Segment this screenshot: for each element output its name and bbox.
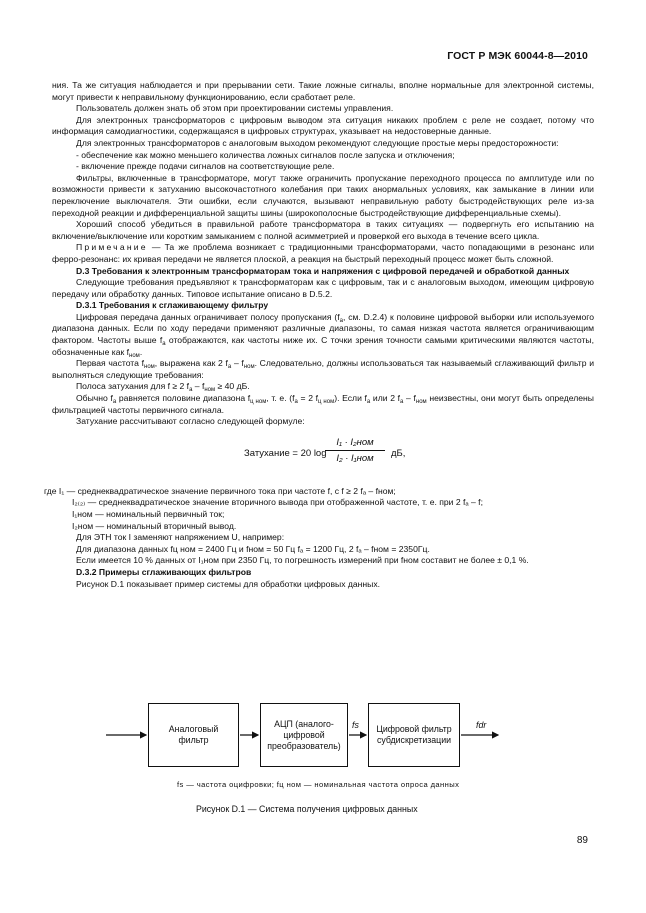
- section-title-d3: D.3 Требования к электронным трансформаторам тока и напряжения с цифровой передачей и обработкой данных: [76, 265, 570, 276]
- analog-filter-box: [148, 703, 239, 767]
- paragraph: Пользователь должен знать об этом при проектировании системы управления.: [76, 103, 394, 114]
- formula-denominator: I₂ · I₁ном: [336, 453, 374, 465]
- list-item: - включение прежде подачи сигналов на соответствующие реле.: [76, 161, 335, 172]
- adc-box: [260, 703, 348, 767]
- paragraph: Полоса затухания для f ≥ 2 $f_a - f_{ном} \ge 40$ дБ.: [76, 381, 250, 394]
- paragraph: Затухание рассчитывают согласно следующей формуле:: [76, 416, 305, 427]
- paragraph: Первая частота $f_{ном}$, выражена как 2 $f_a - f_{ном}$. Следовательно, должны использоваться так называемый сглаживающий фильтр и выполняться следующие требования:: [52, 358, 595, 380]
- paragraph: Обычно $f_a$ равняется половине диапазона $f_{ц ном}$, т. е. ($f_a = 2$ $f_{ц ном}$). Если $f_a$ или 2 $f_a - f_{ном}$ неизвестны, они могут быть определены фильтрацией частоты первичного сигнала.: [52, 393, 594, 415]
- formula-lhs: Затухание = 20 log: [244, 447, 327, 459]
- paragraph: Следующие требования предъявляют к трансформаторам как с цифровым, так и с аналоговым выходом, имеющим цифровую передачу или обработку данных. Типовое испытание описано в D.5.2.: [52, 277, 594, 299]
- note-label: Примечание: [76, 242, 148, 253]
- adc-label: АЦП (аналого-цифровой преобразователь): [267, 718, 341, 751]
- fdr-label: fdr: [476, 720, 487, 730]
- paragraph: ния. Та же ситуация наблюдается и при прерывании сети. Такие ложные сигналы, вполне нормальные для электронной системы, могут привести к неправильному функционированию, если сработает реле.: [52, 80, 594, 102]
- formula-numerator: I₁ · I₂ном: [325, 437, 385, 452]
- paragraph: Цифровая передача данных ограничивает полосу пропускания ($f_a$, см. D.2.4) к половине цифровой выборки или используемого диапазона данных. Если по ходу передачи применяют различные диапазоны, то самая низкая частота является ограничивающим фактором. Частоты выше $f_a$ отображаются, как частоты ниже их. С точки зрения точности самыми критическими являются частоты, обозначенные как $f_{ном}$.: [52, 311, 594, 359]
- definition: I₂₍₂₎ — среднеквадратическое значение вторичного вывода при отображенной частоте, т. е. при 2 fₐ – f;: [72, 497, 483, 508]
- paragraph: Для ЭТН ток I заменяют напряжением U, например:: [76, 532, 285, 543]
- list-item: - обеспечение как можно меньшего количества ложных сигналов после запуска и отключения;: [76, 149, 455, 160]
- figure-caption: Рисунок D.1 — Система получения цифровых данных: [196, 804, 418, 814]
- paragraph: Хороший способ убедиться в правильной работе трансформатора в таких ситуациях — подвергнуть его испытанию на включение/выключение или коротким замыканием с полной асимметрией и проверкой его выхода в течение всего цикла.: [52, 219, 594, 241]
- section-title-d31: D.3.1 Требования к сглаживающему фильтру: [76, 300, 269, 311]
- formula-fraction: [325, 437, 385, 465]
- page-content: [44, 80, 595, 590]
- fs-label: fs: [352, 720, 359, 730]
- note: [52, 242, 594, 265]
- figure-legend: fs — частота оцифровки; fц ном — номинальная частота опроса данных: [177, 780, 460, 789]
- formula-unit: дБ,: [391, 447, 406, 459]
- attenuation-formula: [52, 432, 594, 482]
- analog-filter-label: Аналоговый фильтр: [168, 724, 219, 745]
- paragraph: Рисунок D.1 показывает пример системы для обработки цифровых данных.: [76, 578, 381, 589]
- document-header: ГОСТ Р МЭК 60044-8—2010: [447, 50, 588, 62]
- paragraph: Для электронных трансформаторов с цифровым выводом эта ситуация никаких проблем с реле не создает, потому что информация самодиагностики, содержащаяся в цифровых структурах, указывает на недостоверные данные.: [52, 114, 594, 137]
- paragraph: Для электронных трансформаторов с аналоговым выходом рекомендуют следующие простые меры предосторожности:: [76, 137, 559, 148]
- decimation-filter-label: Цифровой фильтр субдискретизации: [376, 724, 452, 745]
- paragraph: Если имеется 10 % данных от I₁ном при 2350 Гц, то погрешность измерений при fном составит не более ± 0,1 %.: [76, 555, 529, 566]
- decimation-filter-box: [368, 703, 460, 767]
- definition: I₁ном — номинальный первичный ток;: [72, 509, 225, 519]
- section-title-d32: D.3.2 Примеры сглаживающих фильтров: [76, 566, 252, 577]
- definition: I₂ном — номинальный вторичный вывод.: [72, 520, 237, 531]
- definition: где I₁ — среднеквадратическое значение первичного тока при частоте f, с f ≥ 2 fₐ – fном;: [44, 485, 396, 496]
- paragraph: Для диапазона данных fц ном = 2400 Гц и fном = 50 Гц fₐ = 1200 Гц, 2 fₐ – fном = 2350Гц.: [76, 543, 430, 554]
- paragraph: Фильтры, включенные в трансформаторе, могут также ограничить пропускание переходного процесса по амплитуде или по возможности привести к затуханию высокочастотного колебания при таких анормальных условиях, как замыкание в линии или переключение выключателя. Эти ошибки, если случаются, вызывают неправильную работу быстродействующих реле из-за переходной реакции и дифференциальной защиты шины (широкополосные быстродействующие дифференциальные схемы).: [52, 172, 594, 218]
- note-text: — Та же проблема возникает с традиционными трансформаторами, часто попадающими в резонанс или ферро-резонанс: их кривая передачи не является плоской, а реакция на быстрый переходный процесс может быть сложной.: [52, 242, 594, 264]
- page-number: 89: [576, 835, 588, 846]
